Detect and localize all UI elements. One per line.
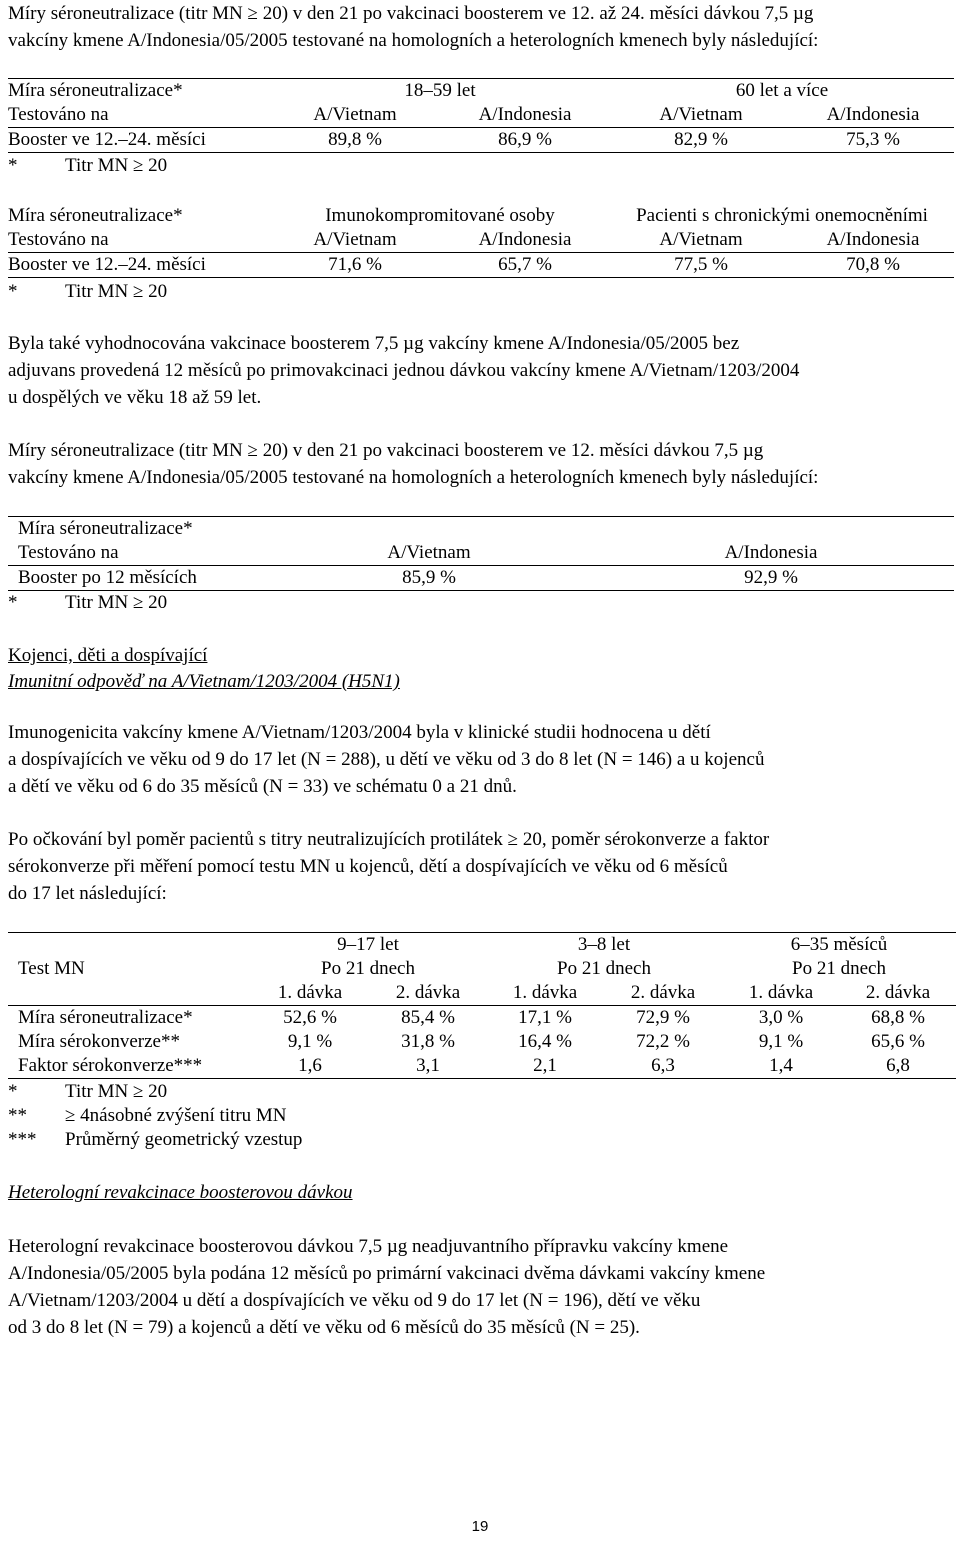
strain-header: A/Vietnam [659, 229, 743, 250]
table-cell: 75,3 % [792, 128, 954, 153]
dose-header: 1. dávka [277, 982, 343, 1003]
table-cell: 72,2 % [636, 1031, 690, 1052]
page-number: 19 [471, 1518, 489, 1535]
row-label: Míra séroneutralizace* [8, 517, 270, 542]
strain-header: A/Vietnam [659, 104, 743, 125]
row-label: Booster po 12 měsících [8, 566, 270, 591]
footnote-mark: * [8, 155, 18, 176]
row-label: Test MN [18, 958, 85, 979]
row-label: Booster ve 12.–24. měsíci [8, 253, 270, 278]
table-row [8, 1030, 956, 1054]
group-header: 3–8 let [486, 933, 722, 958]
footnote-text: Titr MN ≥ 20 [65, 592, 168, 613]
row-label: Testováno na [18, 542, 119, 563]
footnote-mark: * [8, 281, 18, 302]
table-cell: 1,4 [722, 1054, 840, 1079]
paragraph-line: a dětí ve věku od 6 do 35 měsíců (N = 33) ve schématu 0 a 21 dnů. [8, 776, 517, 797]
row-label: Míra séroneutralizace* [8, 205, 183, 226]
footnote-mark: * [8, 1081, 18, 1102]
table-cell: 85,4 % [370, 1006, 486, 1031]
row-label: Testováno na [8, 229, 109, 250]
strain-header: A/Indonesia [826, 104, 920, 125]
table-cell: 77,5 % [610, 253, 792, 278]
table-cell: 70,8 % [792, 253, 954, 278]
table-cell: 31,8 % [401, 1031, 455, 1052]
group-header: 60 let a více [610, 79, 954, 104]
dose-header: 2. dávka [865, 982, 931, 1003]
intro-paragraph [8, 0, 954, 54]
table-cell: 71,6 % [270, 253, 440, 278]
table-cell: 1,6 [250, 1054, 370, 1079]
paragraph-line: A/Vietnam/1203/2004 u dětí a dospívajících ve věku od 9 do 17 let (N = 196), dětí ve věku [8, 1290, 701, 1311]
table-cell: 68,8 % [840, 1006, 956, 1031]
dose-header: 1. dávka [748, 982, 814, 1003]
row-label: Booster ve 12.–24. měsíci [8, 128, 270, 153]
strain-header: A/Vietnam [313, 229, 397, 250]
paragraph-line: od 3 do 8 let (N = 79) a kojenců a dětí ve věku od 6 měsíců do 35 měsíců (N = 25). [8, 1317, 640, 1338]
row-label: Testováno na [8, 104, 109, 125]
strain-header: A/Vietnam [313, 104, 397, 125]
table-cell: 52,6 % [250, 1006, 370, 1031]
table-footnote [8, 591, 167, 615]
group-header: Pacienti s chronickými onemocněními [636, 205, 928, 226]
section-subheading: Imunitní odpověď na A/Vietnam/1203/2004 (H5N1) [8, 671, 400, 692]
footnote-text: Titr MN ≥ 20 [65, 1081, 168, 1102]
table-cell: 6,8 [840, 1054, 956, 1079]
table-cell: 9,1 % [287, 1031, 333, 1052]
section-subheading: Heterologní revakcinace boosterovou dávkou [8, 1182, 353, 1203]
paragraph-line: sérokonverze při měření pomocí testu MN u kojenců, dětí a dospívajících ve věku od 6 měsíců [8, 856, 728, 877]
strain-header: A/Indonesia [826, 229, 920, 250]
paragraph-line: u dospělých ve věku 18 až 59 let. [8, 387, 262, 408]
table-cell: 3,0 % [722, 1006, 840, 1031]
row-label: Míra séroneutralizace* [8, 79, 270, 104]
dose-header: 2. dávka [395, 982, 461, 1003]
table-cell: 2,1 [486, 1054, 604, 1079]
paragraph-line: Míry séroneutralizace (titr MN ≥ 20) v den 21 po vakcinaci boosterem ve 12. až 24. měsíci dávkou 7,5 µg [8, 3, 814, 24]
paragraph-line: adjuvans provedená 12 měsíců po primovakcinaci jednou dávkou vakcíny kmene A/Vietnam/1203/2004 [8, 360, 800, 381]
results-intro-paragraph [8, 826, 954, 907]
table-cell: 16,4 % [518, 1031, 572, 1052]
dose-header: 2. dávka [630, 982, 696, 1003]
table-cell: 9,1 % [758, 1031, 804, 1052]
paragraph-line: vakcíny kmene A/Indonesia/05/2005 testované na homologních a heterologních kmenech byly následující: [8, 30, 819, 51]
day-header: Po 21 dnech [321, 958, 415, 979]
paragraph-line: vakcíny kmene A/Indonesia/05/2005 testované na homologních a heterologních kmenech byly následující: [8, 467, 819, 488]
paragraph-line: Imunogenicita vakcíny kmene A/Vietnam/1203/2004 byla v klinické studii hodnocena u dětí [8, 722, 711, 743]
paragraph-line: A/Indonesia/05/2005 byla podána 12 měsíců po primární vakcinaci dvěma dávkami vakcíny kmene [8, 1263, 766, 1284]
booster-results-paragraph [8, 437, 954, 491]
table-cell: 86,9 % [440, 128, 610, 153]
day-header: Po 21 dnech [792, 958, 886, 979]
table-cell: 3,1 [370, 1054, 486, 1079]
strain-header: A/Vietnam [387, 542, 471, 563]
paragraph-line: a dospívajících ve věku od 9 do 17 let (N = 288), u dětí ve věku od 3 do 8 let (N = 146) a u kojenců [8, 749, 765, 770]
table-footnote [8, 1080, 167, 1104]
dose-header: 1. dávka [512, 982, 578, 1003]
paragraph-line: do 17 let následující: [8, 883, 167, 904]
table-footnote [8, 1128, 302, 1152]
paragraph-line: Míry séroneutralizace (titr MN ≥ 20) v den 21 po vakcinaci boosterem ve 12. měsíci dávkou 7,5 µg [8, 440, 764, 461]
group-header: Imunokompromitované osoby [325, 205, 555, 226]
table-row [8, 1006, 956, 1031]
paragraph-line: Heterologní revakcinace boosterovou dávkou 7,5 µg neadjuvantního přípravku vakcíny kmene [8, 1236, 729, 1257]
seroneutralization-table-booster [8, 516, 954, 591]
table-row [8, 1054, 956, 1079]
table-cell: 6,3 [604, 1054, 722, 1079]
section-heading: Kojenci, děti a dospívající [8, 645, 208, 666]
table-cell: 89,8 % [270, 128, 440, 153]
table-cell: 72,9 % [604, 1006, 722, 1031]
table-cell: 85,9 % [270, 566, 588, 591]
strain-header: A/Indonesia [478, 229, 572, 250]
table-footnote [8, 154, 167, 178]
table-footnote [8, 1104, 287, 1128]
group-header: 18–59 let [270, 79, 610, 104]
paragraph-line: Byla také vyhodnocována vakcinace boosterem 7,5 µg vakcíny kmene A/Indonesia/05/2005 bez [8, 333, 740, 354]
table-footnote [8, 280, 167, 304]
row-label: Míra sérokonverze** [18, 1031, 180, 1052]
booster-paragraph [8, 330, 954, 411]
table-cell: 65,7 % [440, 253, 610, 278]
day-header: Po 21 dnech [557, 958, 651, 979]
row-label: Faktor sérokonverze*** [8, 1054, 250, 1079]
table-cell: 82,9 % [610, 128, 792, 153]
seroneutralization-table-age [8, 78, 954, 153]
strain-header: A/Indonesia [724, 542, 818, 563]
revaccination-paragraph [8, 1233, 954, 1341]
footnote-mark: *** [8, 1129, 37, 1150]
paragraph-line: Po očkování byl poměr pacientů s titry neutralizujících protilátek ≥ 20, poměr sérokonverze a faktor [8, 829, 770, 850]
table-cell: 92,9 % [588, 566, 954, 591]
table-cell: 65,6 % [871, 1031, 925, 1052]
seroneutralization-table-risk [8, 204, 954, 278]
footnote-text: Titr MN ≥ 20 [65, 281, 168, 302]
footnote-mark: * [8, 592, 18, 613]
immunogenicity-paragraph [8, 719, 954, 800]
footnote-text: Průměrný geometrický vzestup [65, 1129, 303, 1150]
footnote-mark: ** [8, 1105, 27, 1126]
pediatric-mn-table [8, 932, 956, 1079]
group-header: 9–17 let [250, 933, 486, 958]
group-header: 6–35 měsíců [722, 933, 956, 958]
row-label: Míra séroneutralizace* [8, 1006, 250, 1031]
footnote-text: Titr MN ≥ 20 [65, 155, 168, 176]
footnote-text: ≥ 4násobné zvýšení titru MN [65, 1105, 287, 1126]
table-cell: 17,1 % [486, 1006, 604, 1031]
strain-header: A/Indonesia [478, 104, 572, 125]
